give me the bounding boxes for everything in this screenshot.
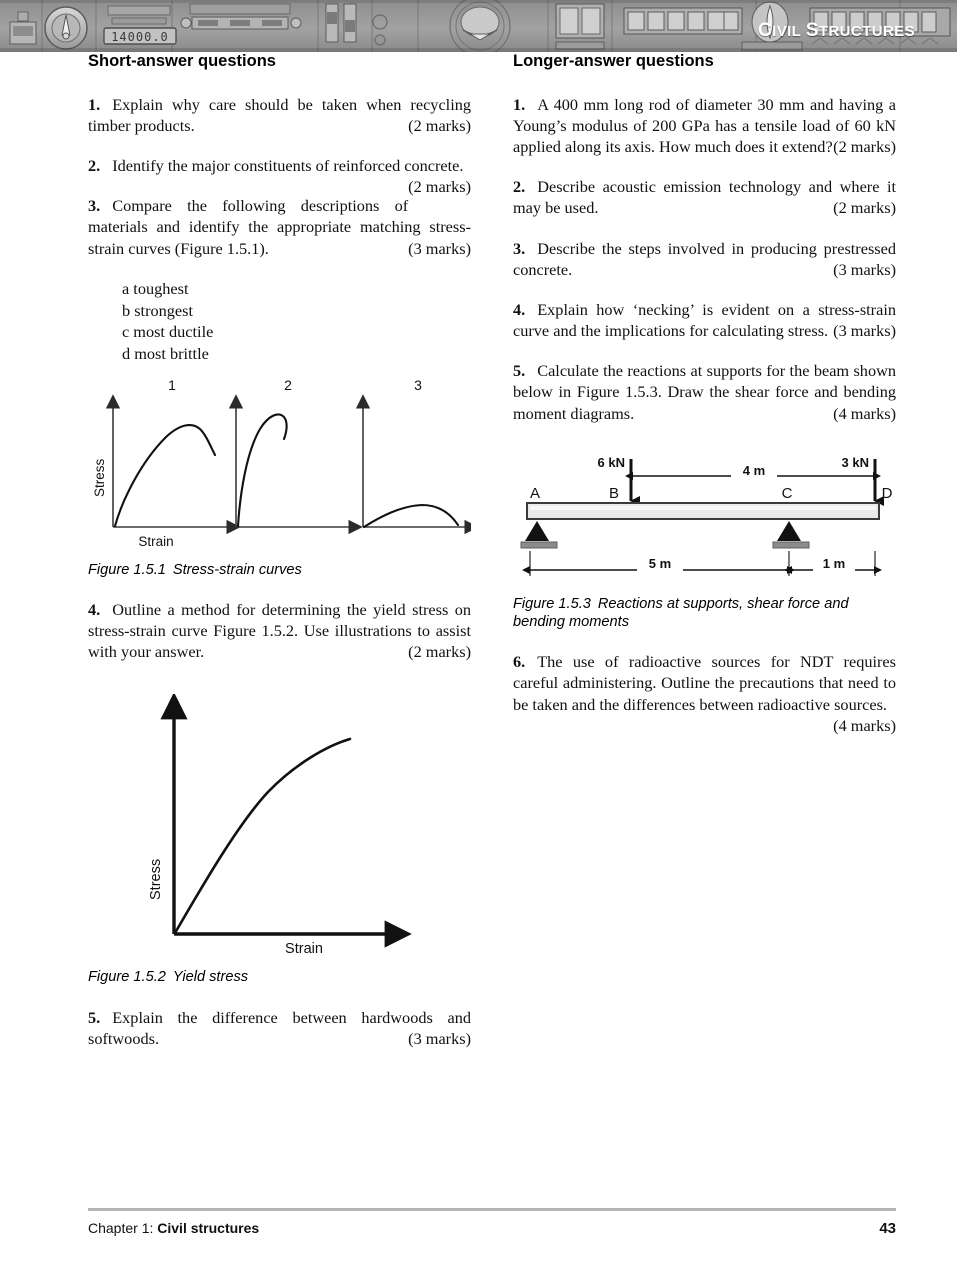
page-header-banner: [0, 0, 957, 52]
header-title-ivil: IVIL: [772, 23, 802, 40]
beam-member: [527, 503, 879, 519]
curve-graph-1: [92, 407, 228, 549]
svg-text:14000.0: 14000.0: [111, 30, 169, 44]
footer-rule: [88, 1208, 896, 1211]
x-axis-label: Strain: [285, 941, 323, 958]
option-item-c: c most ductile: [122, 322, 214, 342]
page-body: [0, 52, 957, 1280]
dimension-4m: [633, 463, 873, 479]
curve-graph-3: [363, 407, 466, 527]
figure-label: Figure 1.5.1: [88, 561, 166, 578]
option-item-d: d most brittle: [122, 343, 209, 363]
dimension-1m: [792, 556, 874, 572]
header-title-tructures: TRUCTURES: [818, 23, 915, 40]
marks-label: (3 marks): [833, 259, 896, 279]
question-number: 1.: [88, 94, 101, 114]
marks-label: (3 marks): [408, 238, 471, 258]
question-text: The use of radioactive sources for NDT requires careful administering. Outline the precautions that need to be taken and the differences between radioactive sources.: [513, 652, 896, 714]
question-text: Explain why care should be taken when recycling timber products.: [88, 94, 471, 135]
question-number: 3.: [88, 196, 101, 216]
question-text: Explain how ‘necking’ is evident on a stress-strain curve and the implications for calculating stress.: [513, 299, 896, 341]
question-left-5: [88, 1007, 471, 1049]
question-text: Explain the difference between hardwoods and softwoods.: [88, 1007, 471, 1048]
figure-1-5-3: [513, 443, 896, 631]
question-right-5: [513, 360, 896, 424]
question-text: Identify the major constituents of reinforced concrete.: [112, 156, 464, 176]
dimension-label-4m: 4 m: [742, 462, 766, 478]
marks-label: (2 marks): [833, 137, 896, 157]
curve-label-3: 3: [414, 376, 422, 393]
right-column: [513, 52, 896, 736]
question-left-2: [88, 155, 471, 197]
y-axis-label: Stress: [92, 458, 107, 497]
beam-reactions-diagram: [513, 443, 896, 583]
support-A: [521, 521, 557, 548]
curve-path-3: [364, 505, 458, 527]
curve-path-2: [238, 414, 287, 526]
question-text: Compare the following descriptions of materials and identify the appropriate matching stress-strain curves (Figure 1.5.1).: [88, 196, 471, 258]
left-column: [88, 52, 471, 1068]
figure-title: Reactions at supports, shear force and bending moments: [513, 595, 849, 631]
question-number: 2.: [88, 156, 101, 176]
question-text: Calculate the reactions at supports for the beam shown below in Figure 1.5.3. Draw the shear force and bending moment diagrams.: [513, 361, 896, 423]
footer-chapter-prefix: Chapter 1:: [88, 1220, 158, 1236]
question-left-1: [88, 94, 471, 136]
question-number: 2.: [513, 177, 526, 197]
page-number: 43: [879, 1220, 896, 1237]
question-right-6: [513, 651, 896, 735]
load-arrow-3kN: [842, 455, 875, 501]
question-text: Outline a method for determining the yield stress on stress-strain curve Figure 1.5.2. Use illustrations to assist with your answer.: [88, 599, 471, 662]
curve-graph-2: [236, 407, 350, 527]
option-item-b: b strongest: [122, 300, 193, 320]
load-label-3kN: 3 kN: [841, 454, 869, 470]
question-left-4: [88, 599, 471, 663]
marks-label: (2 marks): [833, 198, 896, 218]
point-label-D: D: [881, 484, 893, 502]
curve-path-1: [115, 425, 215, 526]
figure-1-5-2: [88, 694, 471, 986]
marks-label: (3 marks): [408, 1028, 471, 1048]
marks-label: (4 marks): [833, 715, 896, 735]
question-number: 5.: [88, 1007, 101, 1027]
x-axis-label: Strain: [138, 533, 174, 549]
marks-label: (4 marks): [833, 403, 896, 423]
option-item-a: a toughest: [122, 278, 189, 298]
question-number: 5.: [513, 361, 526, 381]
question-right-4: [513, 299, 896, 341]
figure-1-5-1: [88, 375, 471, 579]
y-axis-label: Stress: [148, 859, 164, 901]
dimension-label-5m: 5 m: [648, 555, 672, 571]
question-text: A 400 mm long rod of diameter 30 mm and having a Young’s modulus of 200 GPa has a tensile load of 60 kN applied along its axis. How much does it extend?: [513, 94, 896, 157]
question-text: Describe acoustic emission technology and where it may be used.: [513, 177, 896, 218]
dimension-5m: [530, 556, 787, 572]
figure-label: Figure 1.5.2: [88, 969, 166, 986]
marks-label: (3 marks): [833, 321, 896, 341]
right-column-heading: Longer-answer questions: [513, 52, 714, 70]
yield-stress-diagram: [88, 694, 471, 962]
point-label-C: C: [781, 484, 793, 502]
question-right-3: [513, 238, 896, 280]
yield-curve-path: [175, 739, 350, 933]
footer-chapter-name: Civil structures: [157, 1220, 260, 1236]
header-title-s: S: [805, 20, 819, 41]
load-label-6kN: 6 kN: [597, 454, 625, 470]
question-right-2: [513, 176, 896, 218]
figure-title: Stress-strain curves: [172, 561, 302, 578]
marks-label: (2 marks): [408, 642, 471, 662]
question-number: 6.: [513, 652, 526, 672]
figure-1-5-3-caption: [513, 595, 896, 631]
question-text: Describe the steps involved in producing prestressed concrete.: [513, 238, 896, 279]
question-number: 4.: [88, 599, 101, 619]
curve-label-1: 1: [168, 376, 176, 393]
point-label-B: B: [608, 484, 620, 502]
marks-label: (2 marks): [408, 177, 471, 197]
figure-1-5-1-caption: [88, 561, 471, 579]
marks-label: (2 marks): [408, 115, 471, 135]
left-column-heading: Short-answer questions: [88, 52, 276, 70]
support-C: [773, 521, 809, 548]
figure-title: Yield stress: [172, 969, 249, 986]
header-title-c: C: [758, 20, 773, 41]
header-title: [758, 21, 915, 40]
question-right-1: [513, 94, 896, 158]
dimension-label-1m: 1 m: [822, 555, 846, 571]
option-list: [88, 278, 471, 365]
point-label-A: A: [529, 484, 541, 502]
figure-label: Figure 1.5.3: [513, 595, 591, 612]
figure-1-5-2-caption: [88, 968, 471, 986]
stress-strain-curves-diagram: [88, 375, 471, 555]
page-footer: [88, 1220, 896, 1237]
question-left-3: [88, 195, 471, 259]
question-number: 1.: [513, 94, 526, 114]
curve-label-2: 2: [284, 376, 292, 393]
question-number: 4.: [513, 299, 526, 319]
question-number: 3.: [513, 238, 526, 258]
